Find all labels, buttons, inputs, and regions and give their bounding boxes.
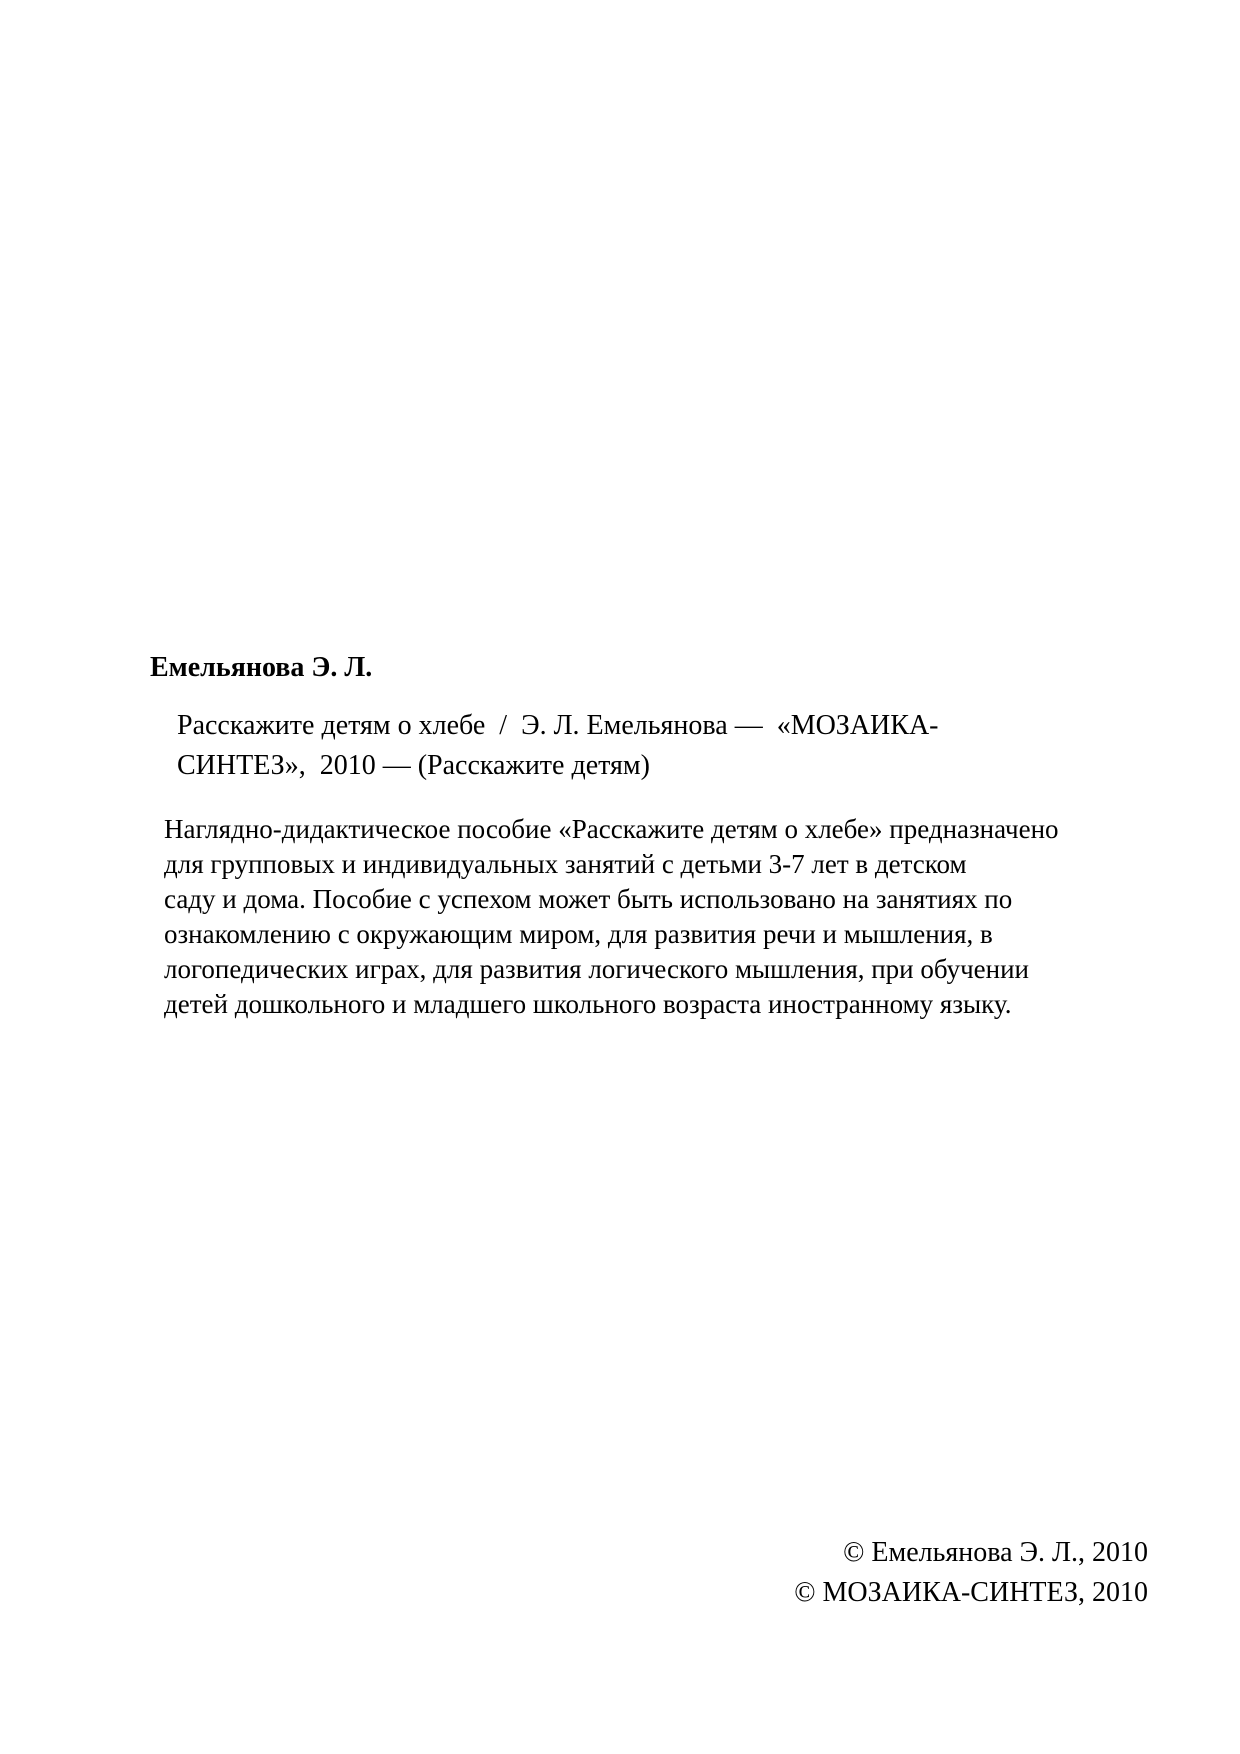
annotation-line: для групповых и индивидуальных занятий с детьми 3-7 лет в детском [164,849,967,879]
citation-line: СИНТЕЗ», 2010 — (Расскажите детям) [177,750,650,781]
annotation-line: ознакомлению с окружающим миром, для развития речи и мышления, в [164,919,993,949]
annotation-line: логопедических играх, для развития логического мышления, при обучении [164,954,1030,984]
copyright-block [794,1533,1148,1613]
copyright-author: © Емельянова Э. Л., 2010 [843,1537,1148,1568]
annotation-line: саду и дома. Пособие с успехом может быть использовано на занятиях по [164,884,1013,914]
citation-line: Расскажите детям о хлебе / Э. Л. Емельянова — «МОЗАИКА- [177,710,939,741]
annotation-line: детей дошкольного и младшего школьного возраста иностранному языку. [164,989,1012,1019]
annotation-paragraph [164,812,1144,1022]
bibliographic-citation [177,706,1077,786]
author-name: Емельянова Э. Л. [150,652,373,683]
copyright-publisher: © МОЗАИКА-СИНТЕЗ, 2010 [794,1577,1148,1608]
annotation-line: Наглядно-дидактическое пособие «Расскажите детям о хлебе» предназначено [164,814,1059,844]
